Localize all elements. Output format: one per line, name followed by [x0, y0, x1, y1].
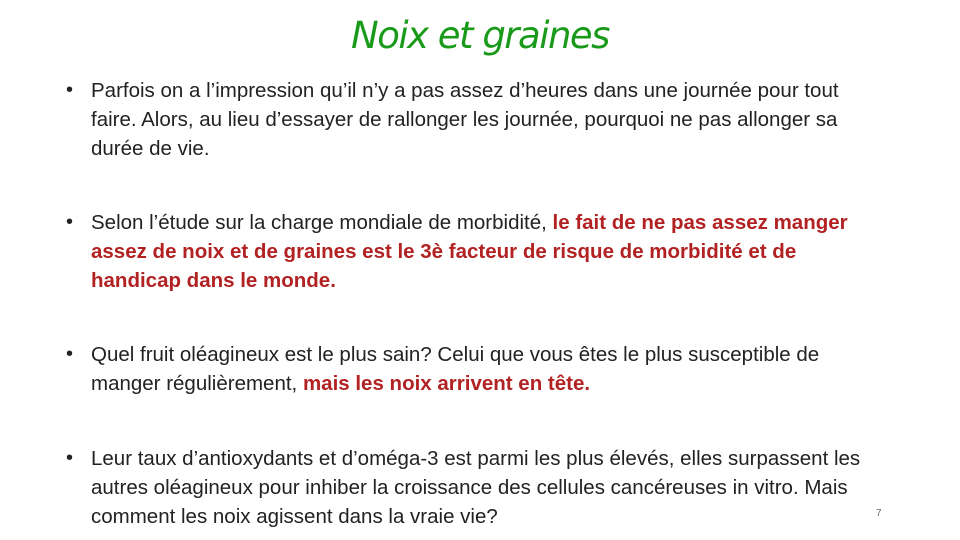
page-number: 7 [876, 508, 882, 519]
bullet-item [66, 444, 886, 531]
bullet-text [91, 444, 886, 531]
bullet-highlight: le fait de ne pas assez manger assez de noix et de graines est le 3è facteur de risque de morbidité et de handicap dans le monde. [91, 211, 848, 292]
bullet-body: Leur taux d’antioxydants et d’oméga-3 est parmi les plus élevés, elles surpassent les autres oléagineux pour inhiber la croissance des cellules cancéreuses in vitro. Mais comment les noix agissent dans la vraie vie? [91, 447, 861, 528]
bullet-item [66, 208, 886, 295]
bullet-body: Selon l’étude sur la charge mondiale de morbidité, [91, 211, 553, 234]
slide-title: Noix et graines [351, 14, 609, 57]
bullet-highlight: mais les noix arrivent en tête. [302, 372, 591, 395]
bullet-body: Quel fruit oléagineux est le plus sain? Celui que vous êtes le plus susceptible de manger régulièrement, [91, 343, 820, 395]
bullet-text [91, 76, 886, 163]
bullet-item [66, 76, 886, 163]
bullet-dot-icon: • [66, 79, 74, 101]
bullet-text [91, 208, 886, 295]
bullet-dot-icon: • [66, 447, 74, 469]
bullet-body: Parfois on a l’impression qu’il n’y a pas assez d’heures dans une journée pour tout faire. Alors, au lieu d’essayer de rallonger les journée, pourquoi ne pas allonger sa durée de vie. [91, 79, 839, 160]
bullet-dot-icon: • [66, 211, 74, 233]
bullet-text [91, 340, 886, 398]
bullet-item [66, 340, 886, 398]
bullet-dot-icon: • [66, 343, 74, 365]
